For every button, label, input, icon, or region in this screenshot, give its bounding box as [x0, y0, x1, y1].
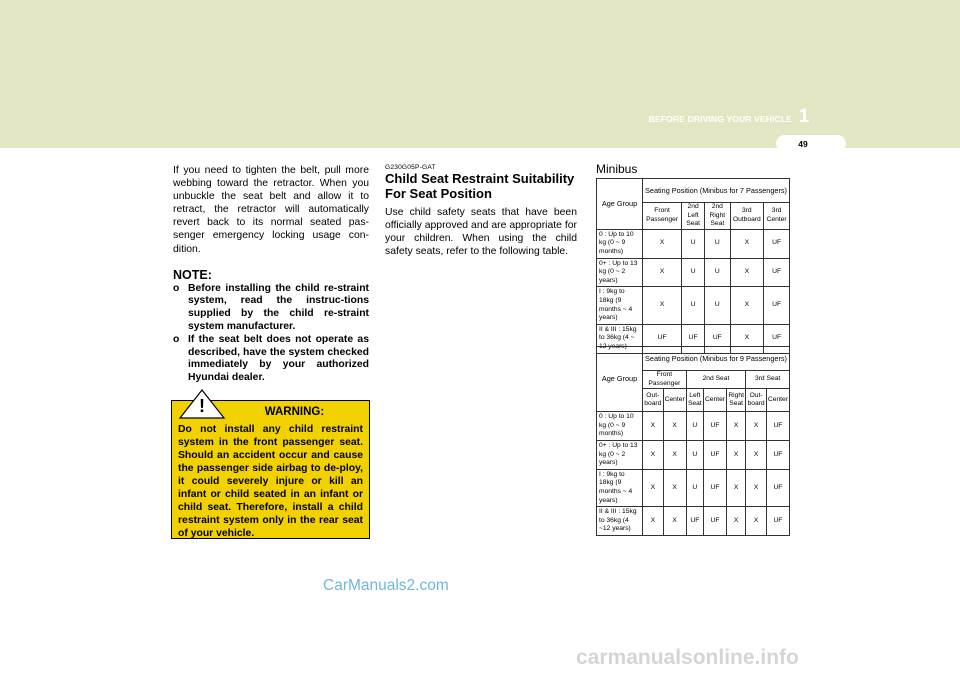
- section-title: Child Seat Restraint Suitability For Seat Position: [385, 171, 575, 201]
- value-cell: U: [705, 229, 730, 258]
- value-cell: X: [727, 469, 746, 506]
- value-cell: X: [643, 440, 664, 469]
- column-header: Center: [703, 389, 726, 412]
- value-cell: UF: [764, 324, 790, 353]
- column-header: Right Seat: [727, 389, 746, 412]
- seating-position-header: Seating Position (Minibus for 7 Passengers): [643, 179, 790, 203]
- warning-symbol: !: [199, 396, 205, 416]
- value-cell: UF: [764, 287, 790, 324]
- table-row: [597, 229, 790, 258]
- value-cell: U: [682, 258, 705, 287]
- subgroup-header: 3rd Seat: [746, 371, 790, 389]
- minibus-label: Minibus: [596, 162, 638, 176]
- table-header-row: [597, 179, 790, 203]
- value-cell: X: [746, 469, 767, 506]
- value-cell: U: [705, 258, 730, 287]
- age-cell: II & III : 15kg to 36kg (4 ~12 years): [597, 507, 643, 536]
- value-cell: U: [682, 287, 705, 324]
- note-item: [173, 334, 369, 385]
- value-cell: UF: [766, 412, 789, 441]
- chapter-title: BEFORE DRIVING YOUR VEHICLE: [648, 114, 792, 124]
- note-list: [173, 283, 369, 385]
- section-text: Use child safety seats that have been officially approved and are appropriate for your children. When using the child safety seats, refer to the following table.: [385, 207, 577, 258]
- value-cell: UF: [686, 507, 703, 536]
- value-cell: UF: [766, 469, 789, 506]
- value-cell: X: [746, 412, 767, 441]
- value-cell: UF: [703, 440, 726, 469]
- age-cell: I : 9kg to 18kg (9 months ~ 4 years): [597, 287, 643, 324]
- column-header: Out-board: [643, 389, 664, 412]
- watermark-link[interactable]: CarManuals2.com: [323, 577, 449, 594]
- note-text: Before installing the child re-straint system, read the instruc-tions supplied by the child re-straint system manufacturer.: [188, 282, 369, 333]
- value-cell: UF: [703, 469, 726, 506]
- column-header: 2nd Left Seat: [682, 203, 705, 230]
- age-cell: II & III : 15kg to 36kg (4 ~ 12 years): [597, 324, 643, 353]
- table-row: [597, 469, 790, 506]
- table-row: [597, 287, 790, 324]
- column-header: 2nd Right Seat: [705, 203, 730, 230]
- value-cell: X: [746, 440, 767, 469]
- value-cell: X: [643, 507, 664, 536]
- age-cell: 0 : Up to 10 kg (0 ~ 9 months): [597, 412, 643, 441]
- note-title: NOTE:: [173, 267, 212, 282]
- value-cell: U: [686, 440, 703, 469]
- age-group-header: Age Group: [597, 179, 643, 230]
- seat-table-9: [596, 346, 790, 536]
- value-cell: UF: [705, 324, 730, 353]
- value-cell: X: [643, 287, 682, 324]
- value-cell: X: [663, 507, 686, 536]
- warning-box: [171, 400, 370, 539]
- seating-position-header: Seating Position (Minibus for 9 Passengers): [643, 347, 790, 371]
- age-cell: 0+ : Up to 13 kg (0 ~ 2 years): [597, 440, 643, 469]
- value-cell: UF: [682, 324, 705, 353]
- value-cell: UF: [703, 507, 726, 536]
- value-cell: U: [705, 287, 730, 324]
- value-cell: X: [727, 507, 746, 536]
- column-header: Front Passenger: [643, 203, 682, 230]
- value-cell: X: [727, 440, 746, 469]
- value-cell: X: [663, 440, 686, 469]
- value-cell: X: [730, 229, 764, 258]
- value-cell: U: [686, 469, 703, 506]
- column-header: 3rd Center: [764, 203, 790, 230]
- value-cell: X: [643, 469, 664, 506]
- value-cell: UF: [703, 412, 726, 441]
- watermark-footer: carmanualsonline.info: [576, 646, 799, 669]
- table-row: [597, 412, 790, 441]
- note-text: If the seat belt does not operate as described, have the system checked immediately by your authorized Hyundai dealer.: [188, 333, 369, 384]
- column-header: Left Seat: [686, 389, 703, 412]
- value-cell: X: [746, 507, 767, 536]
- value-cell: X: [643, 229, 682, 258]
- value-cell: X: [727, 412, 746, 441]
- warning-text: Do not install any child restraint system in the front passenger seat. Should an accident occur and cause the passenger side airbag to de-ploy, it could severely injure or kill an infant or child seated in an infant or child seat. Therefore, install a child restraint system only in the rear seat of your vehicle.: [178, 424, 363, 539]
- note-item: [173, 283, 369, 334]
- section-code: G230G05P-GAT: [385, 164, 436, 171]
- value-cell: UF: [766, 507, 789, 536]
- value-cell: UF: [643, 324, 682, 353]
- note-bullet: o: [173, 333, 180, 345]
- seat-table-7: [596, 178, 790, 354]
- page-number: 49: [798, 139, 808, 149]
- table-row: [597, 440, 790, 469]
- value-cell: X: [663, 469, 686, 506]
- value-cell: U: [682, 229, 705, 258]
- intro-paragraph: If you need to tighten the belt, pull more webbing toward the retractor. When you unbuckle the seat belt and allow it to retract, the retractor will automatically revert back to its normal seated pas-senger emergency locking usage con-dition.: [173, 165, 369, 255]
- value-cell: X: [663, 412, 686, 441]
- value-cell: X: [730, 258, 764, 287]
- value-cell: X: [643, 258, 682, 287]
- value-cell: U: [686, 412, 703, 441]
- column-header: Center: [663, 389, 686, 412]
- column-header: Center: [766, 389, 789, 412]
- exclamation-warning-icon: [178, 389, 226, 419]
- value-cell: UF: [766, 440, 789, 469]
- middle-column: [385, 164, 577, 258]
- value-cell: UF: [764, 229, 790, 258]
- value-cell: UF: [764, 258, 790, 287]
- column-header: Out-board: [746, 389, 767, 412]
- column-header: 3rd Outboard: [730, 203, 764, 230]
- value-cell: X: [643, 412, 664, 441]
- left-column: [173, 164, 369, 385]
- age-cell: 0 : Up to 10 kg (0 ~ 9 months): [597, 229, 643, 258]
- age-cell: I : 9kg to 18kg (9 months ~ 4 years): [597, 469, 643, 506]
- age-cell: 0+ : Up to 13 kg (0 ~ 2 years): [597, 258, 643, 287]
- age-group-header: Age Group: [597, 347, 643, 412]
- subgroup-header: 2nd Seat: [686, 371, 746, 389]
- subgroup-header: Front Passenger: [643, 371, 687, 389]
- table-row: [597, 507, 790, 536]
- chapter-number: 1: [798, 106, 810, 127]
- value-cell: X: [730, 324, 764, 353]
- value-cell: X: [730, 287, 764, 324]
- table-header-row: [597, 347, 790, 371]
- warning-title: WARNING:: [264, 406, 325, 418]
- table-row: [597, 258, 790, 287]
- note-bullet: o: [173, 282, 180, 294]
